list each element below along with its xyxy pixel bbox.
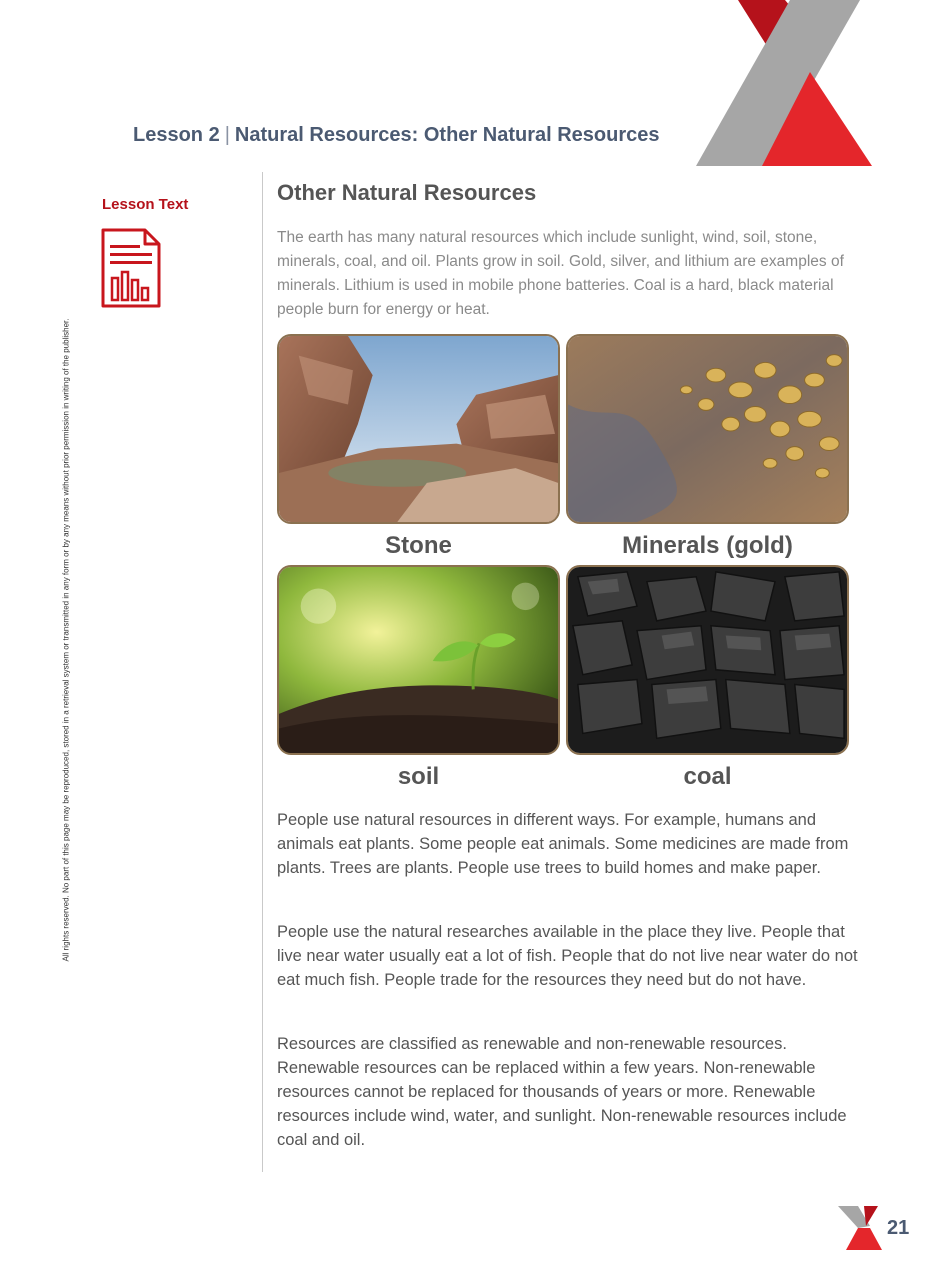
body-paragraph-3: Resources are classified as renewable and non-renewable resources. Renewable resources can be replaced within a few years. Non-renewable resources cannot be replaced for thousands of years or more. Renewable resources include wind, water, and sunlight. Non-renewable resources include coal and oil.: [277, 1035, 847, 1149]
lesson-number: Lesson 2: [133, 124, 220, 146]
section-title: Other Natural Resources: [277, 180, 537, 205]
brand-logo-icon: [690, 0, 880, 170]
coal-photo: [566, 565, 849, 755]
body-paragraph-2: People use the natural researches available in the place they live. People that live near water usually eat a lot of fish. People that do not live near water do not eat much fish. People trade for the resources they need but do not have.: [277, 923, 858, 989]
lesson-header: [133, 124, 660, 147]
footer-logo-icon: [838, 1206, 882, 1250]
stone-photo: [277, 334, 560, 524]
header-separator: |: [224, 124, 230, 146]
caption-coal: coal: [683, 763, 732, 790]
page-number: 21: [887, 1217, 910, 1239]
body-paragraph-1: People use natural resources in different ways. For example, humans and animals eat plants. Some people eat animals. Some medicines are made from plants. Trees are plants. People use trees to build homes and make paper.: [277, 811, 849, 877]
caption-minerals: Minerals (gold): [622, 532, 793, 559]
gold-photo: [566, 334, 849, 524]
caption-soil: soil: [397, 763, 440, 790]
lesson-text-label: Lesson Text: [102, 196, 189, 213]
lesson-title: Natural Resources: Other Natural Resources: [234, 124, 660, 146]
document-chart-icon: [101, 228, 161, 308]
caption-stone: Stone: [385, 532, 452, 559]
intro-paragraph: The earth has many natural resources which include sunlight, wind, soil, stone, minerals, coal, and oil. Plants grow in soil. Gold, silver, and lithium are examples of minerals. Lithium is used in mobile phone batteries. Coal is a hard, black material people burn for energy or heat.: [277, 229, 844, 318]
soil-photo: [277, 565, 560, 755]
copyright-text: All rights reserved. No part of this page may be reproduced, stored in a retrieval system or transmitted in any form or by any means without prior permission in writing of the publisher.: [61, 318, 71, 962]
column-divider: [262, 172, 263, 1172]
